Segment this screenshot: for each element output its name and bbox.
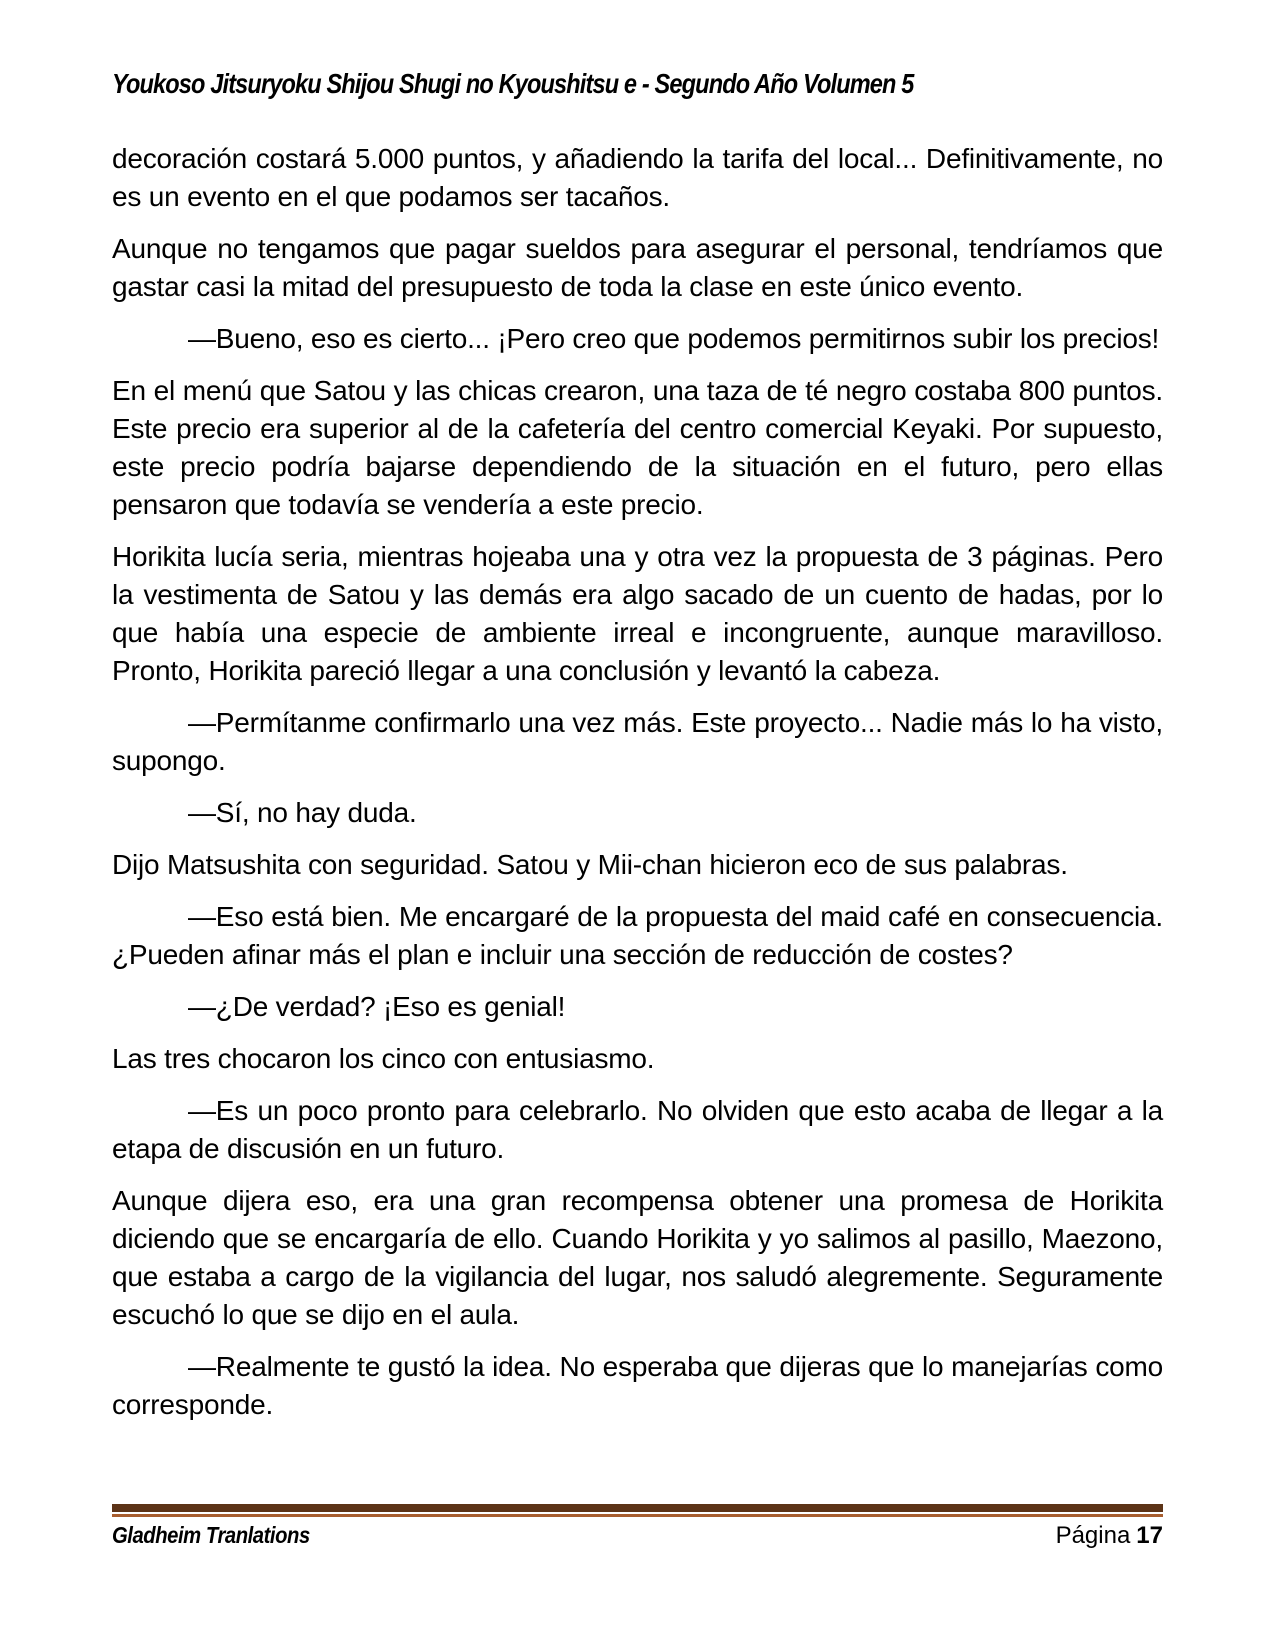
body-paragraph: Aunque dijera eso, era una gran recompensa obtener una promesa de Horikita diciendo que se encargaría de ello. Cuando Horikita y yo salimos al pasillo, Maezono, que estaba a cargo de la vigilancia del lugar, nos saludó alegremente. Seguramente escuchó lo que se dijo en el aula. bbox=[112, 1185, 1163, 1330]
body-paragraph: Horikita lucía seria, mientras hojeaba una y otra vez la propuesta de 3 páginas. Pero la vestimenta de Satou y las demás era algo sacado de un cuento de hadas, por lo que había una especie de ambiente irreal e incongruente, aunque maravilloso. Pronto, Horikita pareció llegar a una conclusión y levantó la cabeza. bbox=[112, 541, 1163, 686]
footer-translator-name: Gladheim Tranlations bbox=[112, 1522, 310, 1548]
dialogue-paragraph: —Es un poco pronto para celebrarlo. No olviden que esto acaba de llegar a la etapa de discusión en un futuro. bbox=[112, 1095, 1163, 1164]
footer-page-indicator bbox=[1056, 1522, 1163, 1550]
body-paragraph: decoración costará 5.000 puntos, y añadiendo la tarifa del local... Definitivamente, no es un evento en el que podamos ser tacaños. bbox=[112, 143, 1163, 212]
dialogue-paragraph: —¿De verdad? ¡Eso es genial! bbox=[188, 991, 566, 1022]
page-header-title: Youkoso Jitsuryoku Shijou Shugi no Kyoushitsu e - Segundo Año Volumen 5 bbox=[112, 68, 914, 99]
dialogue-paragraph: —Bueno, eso es cierto... ¡Pero creo que podemos permitirnos subir los precios! bbox=[188, 323, 1160, 354]
body-paragraph: Dijo Matsushita con seguridad. Satou y Mii-chan hicieron eco de sus palabras. bbox=[112, 849, 1068, 880]
footer-page-label: Página bbox=[1055, 1522, 1131, 1549]
dialogue-paragraph: —Realmente te gustó la idea. No esperaba que dijeras que lo manejarías como corresponde. bbox=[112, 1351, 1163, 1420]
dialogue-paragraph: —Permítanme confirmarlo una vez más. Este proyecto... Nadie más lo ha visto, supongo. bbox=[112, 707, 1163, 776]
dialogue-paragraph: —Sí, no hay duda. bbox=[188, 797, 417, 828]
body-paragraph: Aunque no tengamos que pagar sueldos para asegurar el personal, tendríamos que gastar casi la mitad del presupuesto de toda la clase en este único evento. bbox=[112, 233, 1163, 302]
footer-page-number: 17 bbox=[1136, 1522, 1163, 1549]
body-paragraph: Las tres chocaron los cinco con entusiasmo. bbox=[112, 1043, 655, 1074]
body-paragraph: En el menú que Satou y las chicas crearon, una taza de té negro costaba 800 puntos. Este precio era superior al de la cafetería del centro comercial Keyaki. Por supuesto, este precio podría bajarse dependiendo de la situación en el futuro, pero ellas pensaron que todavía se vendería a este precio. bbox=[112, 375, 1163, 520]
footer-divider-rule bbox=[112, 1504, 1163, 1517]
body-text bbox=[112, 140, 1163, 1438]
page-footer bbox=[112, 1522, 1163, 1550]
dialogue-paragraph: —Eso está bien. Me encargaré de la propuesta del maid café en consecuencia. ¿Pueden afinar más el plan e incluir una sección de reducción de costes? bbox=[112, 901, 1163, 970]
